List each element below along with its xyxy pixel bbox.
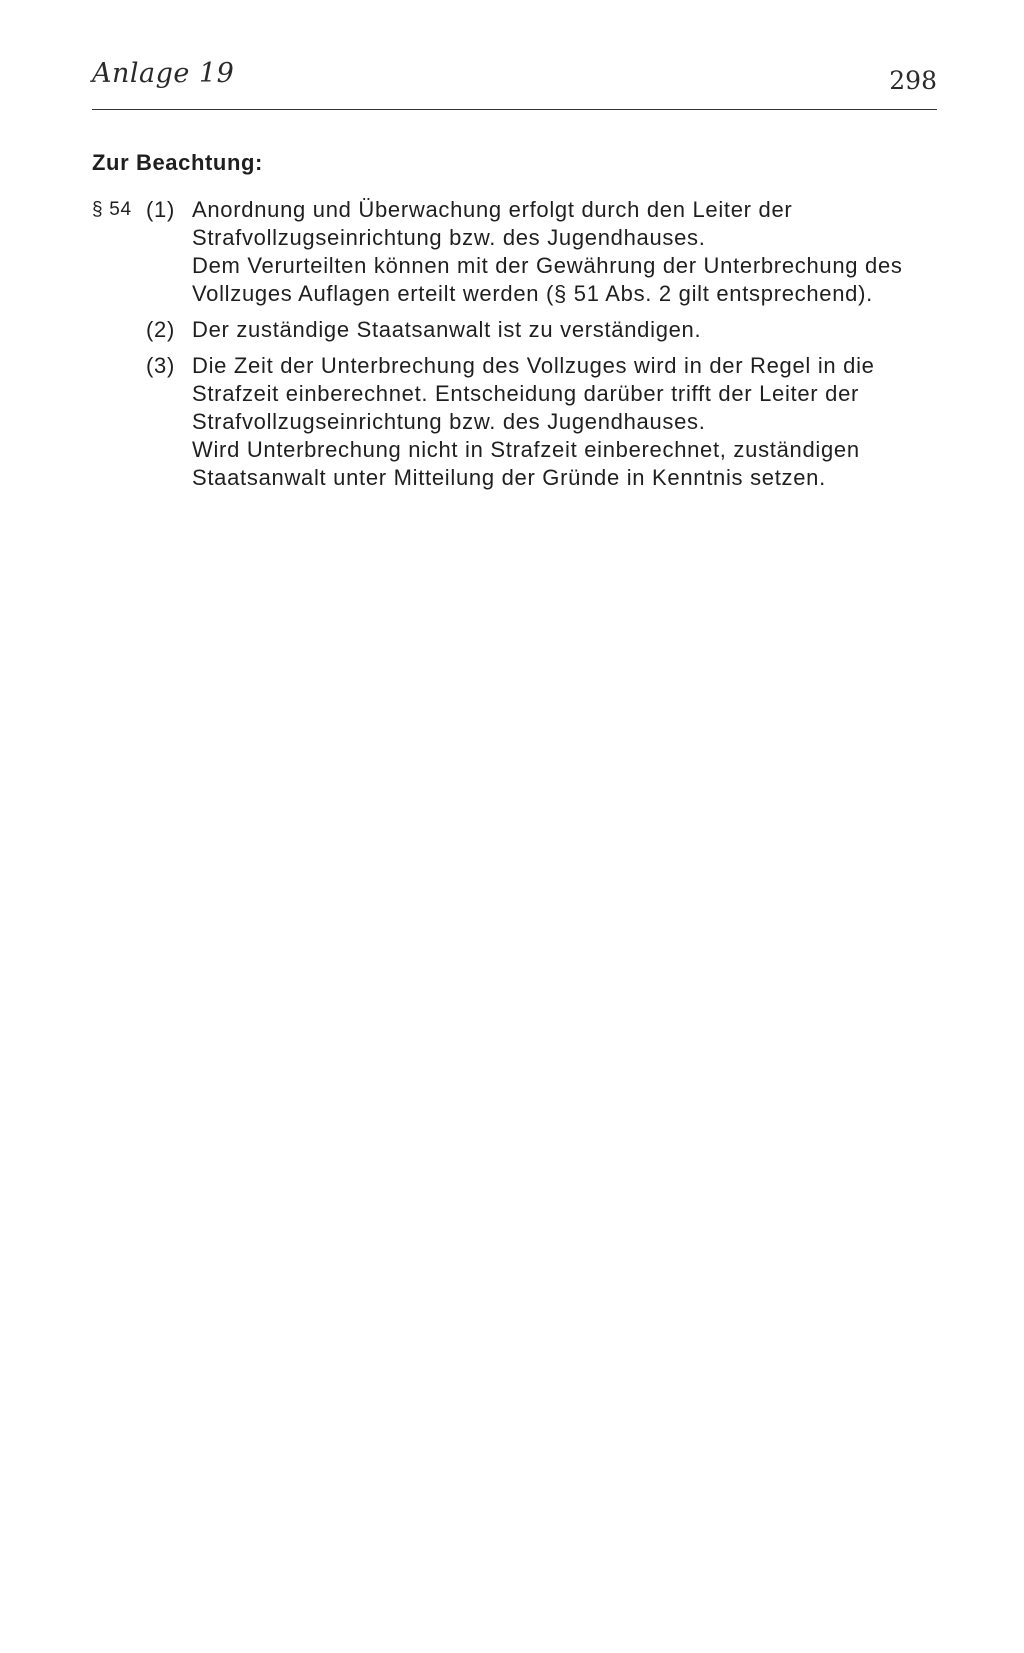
clause-number: (3) [146, 353, 175, 378]
clause-text [192, 196, 937, 308]
clause-line: Anordnung und Überwachung erfolgt durch den Leiter der Strafvollzugseinrichtung bzw. des Jugendhauses. [192, 197, 793, 250]
paragraph-mark: § 54 [92, 199, 132, 220]
running-header [92, 56, 937, 96]
clause-line: Wird Unterbrechung nicht in Strafzeit einberechnet, zuständigen Staatsanwalt unter Mitteilung der Gründe in Kenntnis setzen. [192, 437, 860, 490]
clause-number: (2) [146, 317, 175, 342]
clause-number: (1) [146, 197, 175, 222]
clause-list [92, 196, 937, 500]
clause-line: Der zuständige Staatsanwalt ist zu verständigen. [192, 317, 702, 342]
page-number: 298 [889, 66, 937, 95]
header-rule [92, 109, 937, 110]
clause-2 [92, 316, 937, 344]
clause-3 [92, 352, 937, 492]
clause-line: Die Zeit der Unterbrechung des Vollzuges wird in der Regel in die Strafzeit einberechnet. Entscheidung darüber trifft der Leiter der Strafvollzugseinrichtung bzw. des Jugendhauses. [192, 353, 875, 434]
clause-line: Dem Verurteilten können mit der Gewährung der Unterbrechung des Vollzuges Auflagen erteilt werden (§ 51 Abs. 2 gilt entsprechend). [192, 253, 903, 306]
clause-1 [92, 196, 937, 308]
running-title: Anlage 19 [92, 58, 235, 89]
clause-text [192, 352, 937, 492]
clause-text [192, 316, 937, 344]
section-heading: Zur Beachtung: [92, 150, 263, 175]
